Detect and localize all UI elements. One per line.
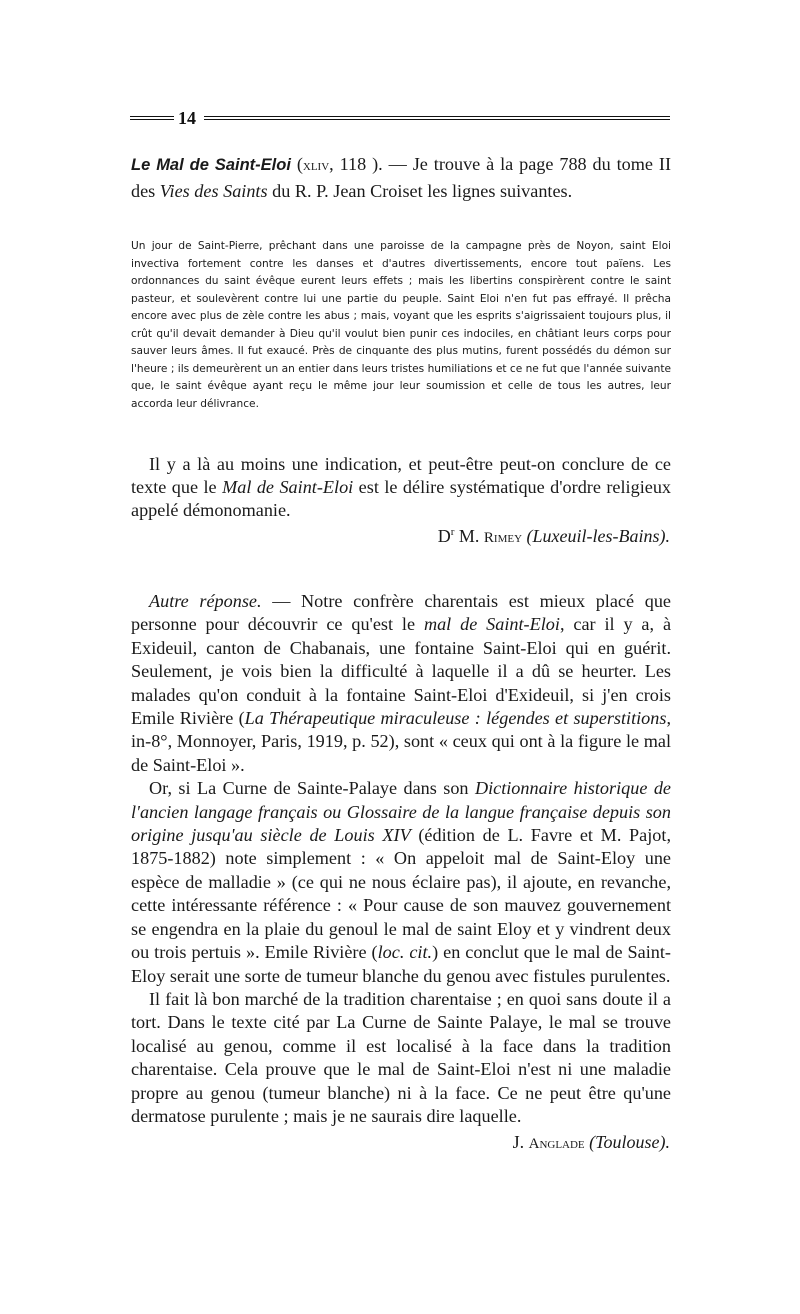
book-title: Vies des Saints bbox=[159, 180, 268, 201]
page-number: 14 bbox=[178, 108, 196, 128]
response-p2-b: (édition de L. Favre et M. Pajot, 1875-1882) note simplement : « On appeloit mal de Saint-Eloy une espèce de malladie » (ce qui ne nous éclaire pas), il ajoute, en revanche, cette intéressante référence : « Pour cause de son mauvez gouvernement se engendra en la plaie du genoul le mal de saint Eloy et y vindrent deux ou trois pertuis ». Emile Rivière ( bbox=[131, 825, 671, 963]
response-label: Autre réponse. bbox=[149, 591, 262, 611]
sig2-name: Anglade bbox=[528, 1136, 585, 1152]
sig1-name: Rimey bbox=[483, 530, 523, 546]
header-rule-right bbox=[204, 116, 670, 120]
response-p1-title: mal de Saint-Eloi bbox=[423, 614, 560, 635]
sig1-place: (Luxeuil-les-Bains). bbox=[526, 526, 670, 546]
response-p1-b: , car il y a, à Exideuil, canton de Chabanais, une fontaine Saint-Eloi qui en guérit. Seulement, je vois bien la difficulté à laquelle il a dû se heurter. Les malades qu'on conduit à la fontaine Saint-Eloi d'Exideuil, si j'en crois Emile Rivière ( bbox=[131, 614, 672, 729]
response-p2-book: Dictionnaire historique de l'ancien langage français ou Glossaire de la langue française depuis son origine jusqu'au siècle de Louis XIV bbox=[131, 778, 671, 846]
conclusion-paragraph bbox=[131, 453, 671, 522]
sig2-place: (Toulouse). bbox=[589, 1132, 670, 1152]
response-p2-loc: loc. cit. bbox=[377, 942, 433, 963]
intro-text: Je trouve à la page 788 du tome II des bbox=[131, 154, 672, 201]
response-p2-c: ) en conclut que le mal de Saint-Eloy serait une sorte de tumeur blanche du genou avec fistules purulentes. bbox=[131, 942, 671, 986]
sig1-initial: M. bbox=[454, 526, 484, 546]
page-header bbox=[130, 110, 670, 132]
response-p1-a: — Notre confrère charentais est mieux placé que personne pour découvrir ce qu'est le bbox=[131, 591, 671, 635]
sig1-prefix-sup: r bbox=[450, 526, 455, 538]
response-p3: Il fait là bon marché de la tradition charentaise ; en quoi sans doute il a tort. Dans le texte cité par La Curne de Sainte Palaye, le mal se trouve localisé au genou, comme il est localisé à la face dans la tradition charentaise. Cela prouve que le mal de Saint-Eloi n'est ni une maladie propre au genou (tumeur blanche) ni à la face. Ce ne peut être qu'une dermatose purulente ; mais je ne saurais dire laquelle. bbox=[131, 988, 671, 1126]
sig1-prefix: D bbox=[437, 526, 451, 546]
response-p1-book: La Thérapeutique miraculeuse : légendes et superstitions bbox=[244, 708, 667, 729]
ref-page: , 118 ). — bbox=[329, 154, 413, 174]
conclusion-title: Mal de Saint-Eloi bbox=[222, 477, 354, 497]
intro-text-2: du R. P. Jean Croiset les lignes suivantes. bbox=[267, 180, 573, 201]
article-heading: Le Mal de Saint-Eloi bbox=[131, 156, 291, 174]
conclusion-text-2: est le délire systématique d'ordre religieux appelé démonomanie. bbox=[131, 477, 672, 520]
quoted-passage: Un jour de Saint-Pierre, prêchant dans une paroisse de la campagne près de Noyon, saint Eloi invectiva fortement contre les danses et d'autres divertissements, encore tout païens. Les ordonnances du saint évêque eurent leurs effets ; mais les libertins conspirèrent contre le saint pasteur, et soulevèrent contre lui une partie du peuple. Saint Eloi n'en fut pas effrayé. Il prêcha encore avec plus de zèle contre les abus ; mais, voyant que les esprits s'aigrissaient toujours plus, il crût qu'il devait demander à Dieu qu'il voulut bien punir ces indociles, en châtiant leurs corps pour sauver leurs âmes. Il fut exaucé. Près de cinquante des plus mutins, furent possédés du démon sur l'heure ; ils demeurèrent un an entier dans leurs tristes humiliations et ce ne fut que l'année suivante que, le saint évêque ayant reçu le même jour leur soumission et celle de tous les autres, leur accorda leur délivrance. bbox=[131, 240, 671, 410]
signature-anglade bbox=[513, 1132, 670, 1153]
header-rule-left bbox=[130, 116, 174, 120]
response-p1-c: , in-8°, Monnoyer, Paris, 1919, p. 52), sont « ceux qui ont à la figure le mal de Saint-Eloi ». bbox=[131, 708, 671, 775]
ref-open: ( bbox=[290, 154, 303, 174]
response-section bbox=[131, 590, 671, 1128]
response-p2-a: Or, si La Curne de Sainte-Palaye dans son bbox=[149, 778, 475, 799]
conclusion-text-1: Il y a là au moins une indication, et peut-être peut-on conclure de ce texte que le bbox=[131, 454, 671, 497]
sig2-initial: J. bbox=[512, 1132, 529, 1152]
signature-rimey bbox=[438, 526, 670, 547]
intro-paragraph bbox=[131, 152, 671, 203]
ref-volume: xliv bbox=[302, 158, 330, 174]
